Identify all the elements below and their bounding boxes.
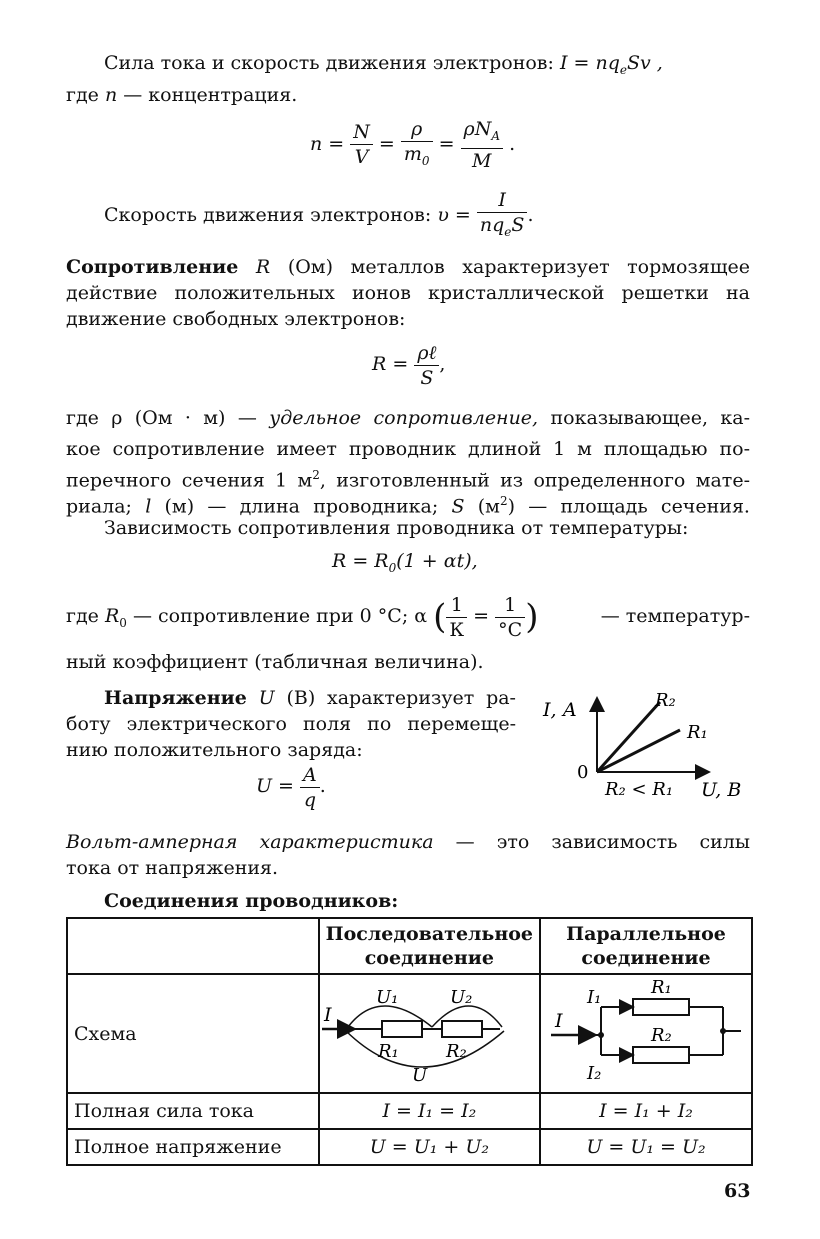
parallel-current: I = I₁ + I₂	[540, 1093, 752, 1129]
header-empty	[67, 918, 319, 974]
r2-label: R₂	[655, 690, 676, 711]
resistor-r2	[442, 1021, 482, 1037]
voltage-formula: U = $\frac{A}{q}$ .	[256, 763, 326, 811]
row-label: Полное напряжение	[67, 1129, 319, 1165]
svg-text:U₁: U₁	[375, 987, 399, 1008]
voltage-line-1: Напряжение U (В) характеризует ра-	[104, 687, 516, 709]
svg-text:U: U	[411, 1065, 427, 1086]
coef-line: ный коэффициент (табличная величина).	[66, 651, 484, 673]
resistance-formula: R = $\frac{\text{ρℓ}}{S}$ ,	[372, 341, 446, 389]
resistance-line-1: Сопротивление R (Ом) металлов характеризует тормозящее	[66, 256, 750, 278]
rho-line-1: где ρ (Ом · м) — удельное сопротивление, показывающее, ка-	[66, 407, 750, 429]
series-voltage: U = U₁ + U₂	[319, 1129, 540, 1165]
origin-label: 0	[577, 762, 589, 783]
line-r1	[597, 730, 680, 772]
series-current: I = I₁ = I₂	[319, 1093, 540, 1129]
svg-text:I: I	[323, 1004, 332, 1026]
connections-title: Соединения проводников:	[104, 890, 399, 912]
speed-line: Скорость движения электронов: υ = $\frac{I}{nq_eS}$ .	[104, 189, 534, 239]
vac-line-1: Вольт-амперная характеристика — это зависимость силы	[66, 831, 750, 853]
resistance-line-3: движение свободных электронов:	[66, 308, 406, 330]
resistor-r2	[633, 1047, 689, 1063]
svg-text:U₂: U₂	[449, 987, 473, 1008]
r0-line: где $R_0$ — сопротивление при 0 °С; α ( $\frac{1}{К}$ = $\frac{1}{^\circ С}$ ) — температур-	[66, 593, 750, 641]
parallel-voltage: U = U₁ = U₂	[540, 1129, 752, 1165]
table-row	[67, 1093, 752, 1129]
iv-graph	[535, 680, 760, 805]
row-label: Полная сила тока	[67, 1093, 319, 1129]
line-r2	[597, 702, 660, 772]
series-scheme-cell	[319, 974, 540, 1093]
table-row	[67, 974, 752, 1093]
r1-label: R₁	[687, 722, 708, 743]
current-speed-line	[104, 50, 663, 83]
svg-text:R₂: R₂	[651, 1025, 672, 1046]
resistor-r1	[382, 1021, 422, 1037]
n-formula: n = $\frac{N}{V}$ = $\frac{\rho}{m_0}$ = $\frac{\rho N_A}{M}$ .	[310, 118, 516, 172]
table-header-row	[67, 918, 752, 974]
table-row	[67, 1129, 752, 1165]
current-speed-text: Сила тока и скорость движения электронов:	[104, 52, 554, 74]
rho-line-3: перечного сечения 1 $м^2$, изготовленный из определенного мате-	[66, 468, 750, 492]
current-formula: $I = nq_eSv$ ,	[559, 52, 663, 77]
svg-text:I₁: I₁	[587, 987, 602, 1008]
resistance-line-2: действие положительных ионов кристаллической решетки на	[66, 282, 750, 304]
page-number: 63	[724, 1180, 751, 1202]
rho-line-4: риала; l (м) — длина проводника; S $(м^2)$ — площадь сечения.	[66, 494, 750, 518]
series-scheme	[320, 975, 520, 1087]
temp-formula: $R = R_0(1 + \alpha t)$,	[332, 550, 478, 575]
svg-text:R₁: R₁	[651, 977, 672, 998]
header-series: Последовательное соединение	[319, 918, 540, 974]
voltage-line-2: боту электрического поля по перемеще-	[66, 713, 516, 735]
svg-text:I: I	[555, 1010, 563, 1032]
resistor-r1	[633, 999, 689, 1015]
concentration-line: где n — концентрация.	[66, 84, 298, 106]
parallel-scheme-cell	[540, 974, 752, 1093]
row-label: Схема	[67, 974, 319, 1093]
voltage-line-3: нию положительного заряда:	[66, 739, 363, 761]
rho-line-2: кое сопротивление имеет проводник длиной 1 м площадью по-	[66, 438, 750, 460]
compare-label: R₂ < R₁	[605, 779, 674, 800]
svg-text:R₂: R₂	[445, 1041, 467, 1062]
svg-text:R₁: R₁	[377, 1041, 399, 1062]
header-parallel: Параллельное соединение	[540, 918, 752, 974]
temp-dependence-line: Зависимость сопротивления проводника от температуры:	[104, 517, 689, 539]
y-label: I, А	[543, 699, 577, 721]
x-label: U, В	[701, 779, 742, 801]
connections-table	[66, 917, 753, 1166]
parallel-scheme	[541, 975, 751, 1087]
svg-text:I₂: I₂	[587, 1063, 602, 1084]
vac-line-2: тока от напряжения.	[66, 857, 279, 879]
